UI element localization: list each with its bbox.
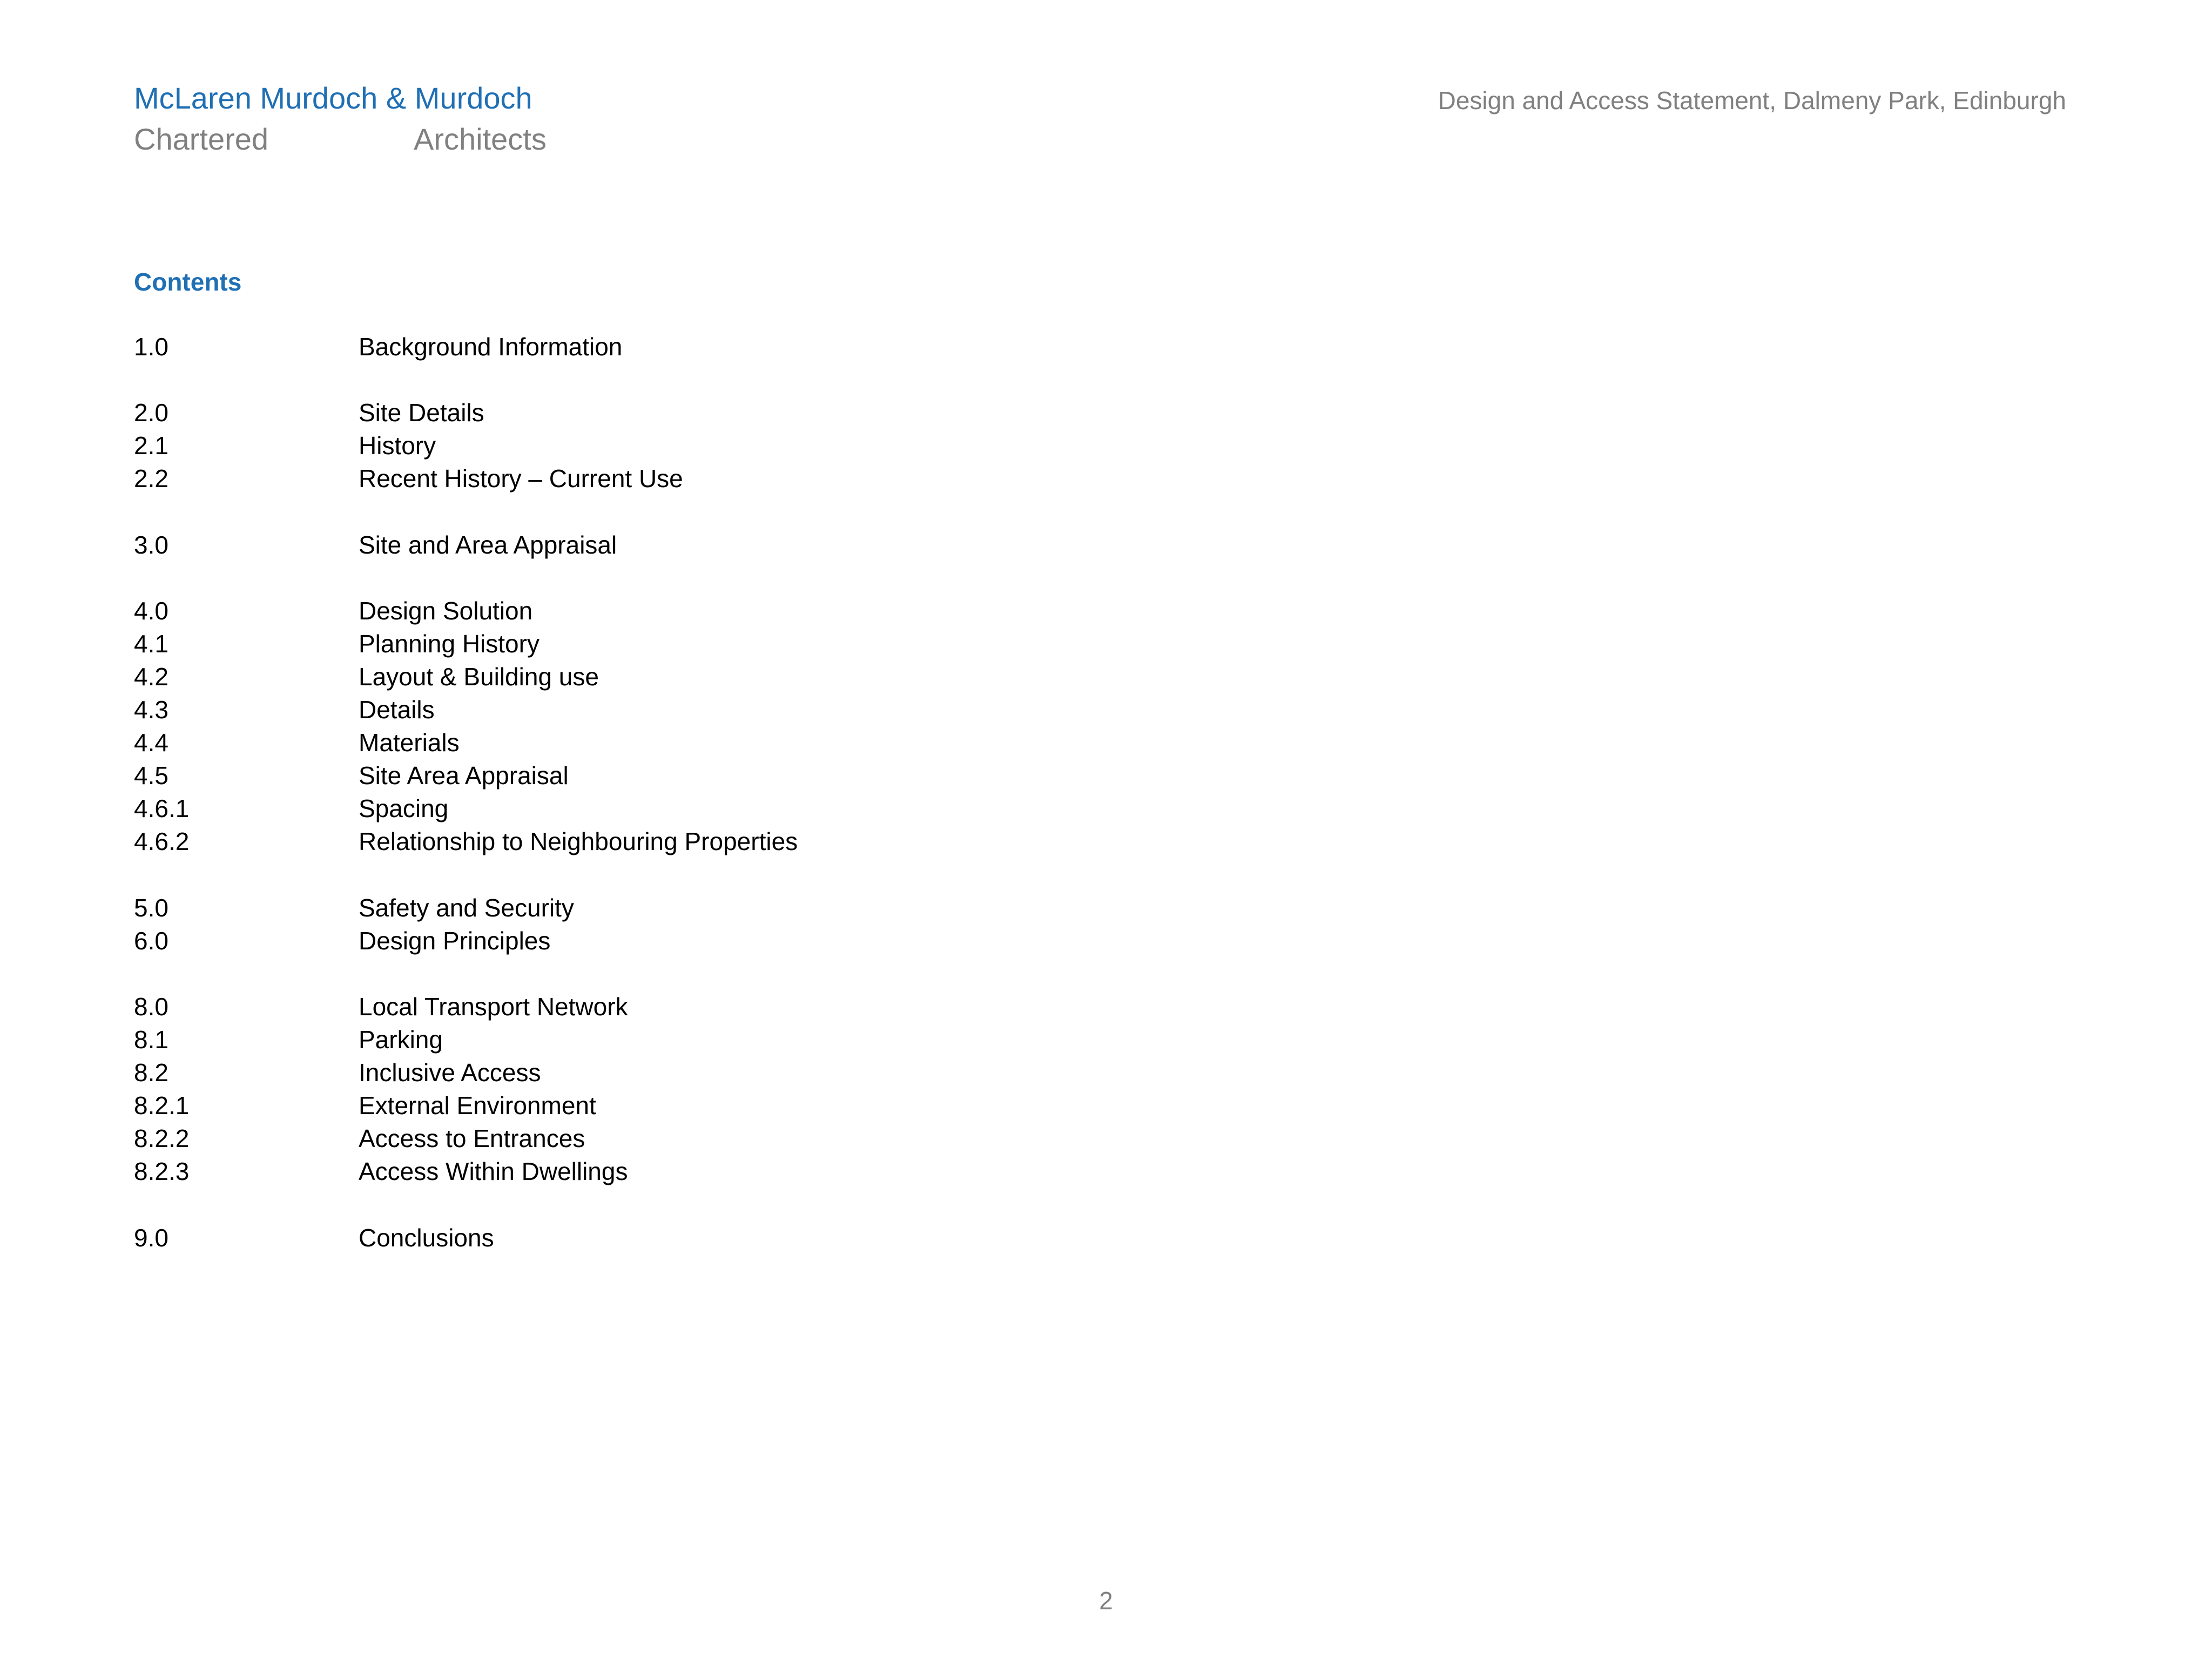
- toc-entry-title: Inclusive Access: [359, 1058, 541, 1087]
- toc-entry: [134, 694, 1106, 728]
- toc-entry: [134, 1090, 1106, 1124]
- toc-entry-title: Safety and Security: [359, 894, 574, 922]
- toc-entry-number: 1.0: [134, 333, 168, 361]
- toc-entry: [134, 662, 1106, 695]
- toc-entry-number: 4.1: [134, 630, 168, 658]
- toc-entry-number: 4.6.1: [134, 794, 190, 822]
- toc-entry-number: 8.2.2: [134, 1124, 190, 1152]
- toc-entry: [134, 893, 1106, 926]
- toc-entry-number: 3.0: [134, 531, 168, 559]
- toc-entry-number: 2.1: [134, 431, 168, 460]
- toc-entry-number: 4.2: [134, 663, 168, 691]
- toc-entry-title: Spacing: [359, 794, 449, 822]
- firm-subtitle-chartered: Chartered: [134, 122, 269, 156]
- toc-entry: [134, 332, 1106, 365]
- toc-entry-title: Site and Area Appraisal: [359, 531, 617, 559]
- toc-entry-title: Local Transport Network: [359, 993, 628, 1021]
- toc-entry: [134, 1156, 1106, 1190]
- toc-entry-title: Recent History – Current Use: [359, 464, 683, 493]
- toc-entry-number: 4.0: [134, 597, 168, 625]
- toc-entry-title: Design Solution: [359, 597, 533, 625]
- toc-entry-number: 4.3: [134, 696, 168, 724]
- toc-entry-number: 8.2.3: [134, 1157, 190, 1185]
- toc-entry: [134, 992, 1106, 1025]
- toc-entry: [134, 793, 1106, 827]
- toc-entry-title: Access to Entrances: [359, 1124, 585, 1152]
- toc-entry-title: Access Within Dwellings: [359, 1157, 628, 1185]
- toc-entry-number: 6.0: [134, 927, 168, 955]
- toc-entry-title: Background Information: [359, 333, 623, 361]
- contents-heading: Contents: [134, 268, 242, 296]
- toc-entry-title: Details: [359, 696, 435, 724]
- toc-entry-number: 8.2.1: [134, 1091, 190, 1120]
- toc-entry: [134, 826, 1106, 860]
- toc-entry: [134, 1024, 1106, 1058]
- toc-entry-title: Parking: [359, 1026, 443, 1054]
- toc-entry: [134, 430, 1106, 464]
- toc-entry: [134, 530, 1106, 563]
- toc-entry-number: 4.6.2: [134, 827, 190, 855]
- toc-entry: [134, 1123, 1106, 1157]
- toc-entry: [134, 463, 1106, 497]
- toc-entry: [134, 727, 1106, 761]
- toc-entry: [134, 397, 1106, 431]
- page-number: 2: [1099, 1587, 1113, 1615]
- document-title: Design and Access Statement, Dalmeny Park, Edinburgh: [1438, 86, 2066, 114]
- toc-entry-number: 4.5: [134, 761, 168, 790]
- toc-entry-title: Site Area Appraisal: [359, 761, 569, 790]
- toc-entry-title: Materials: [359, 729, 460, 757]
- toc-entry-number: 9.0: [134, 1224, 168, 1252]
- toc-entry-title: Relationship to Neighbouring Properties: [359, 827, 798, 855]
- toc-entry-title: History: [359, 431, 436, 460]
- toc-entry-number: 2.0: [134, 399, 168, 427]
- toc-entry: [134, 629, 1106, 662]
- toc-entry: [134, 1057, 1106, 1091]
- toc-entry-number: 8.0: [134, 993, 168, 1021]
- toc-entry-title: Site Details: [359, 399, 484, 427]
- toc-entry-title: External Environment: [359, 1091, 596, 1120]
- firm-name: McLaren Murdoch & Murdoch: [134, 81, 532, 115]
- toc-entry-title: Design Principles: [359, 927, 551, 955]
- toc-entry: [134, 760, 1106, 794]
- toc-entry: [134, 1223, 1106, 1256]
- toc-entry-title: Layout & Building use: [359, 663, 599, 691]
- toc-entry-number: 4.4: [134, 729, 168, 757]
- toc-entry-number: 8.1: [134, 1026, 168, 1054]
- toc-entry-number: 5.0: [134, 894, 168, 922]
- toc-entry: [134, 596, 1106, 629]
- toc-entry-title: Planning History: [359, 630, 539, 658]
- toc-entry-number: 8.2: [134, 1058, 168, 1087]
- toc-entry-title: Conclusions: [359, 1224, 494, 1252]
- toc-entry: [134, 926, 1106, 959]
- toc-entry-number: 2.2: [134, 464, 168, 493]
- firm-subtitle-architects: Architects: [414, 122, 547, 156]
